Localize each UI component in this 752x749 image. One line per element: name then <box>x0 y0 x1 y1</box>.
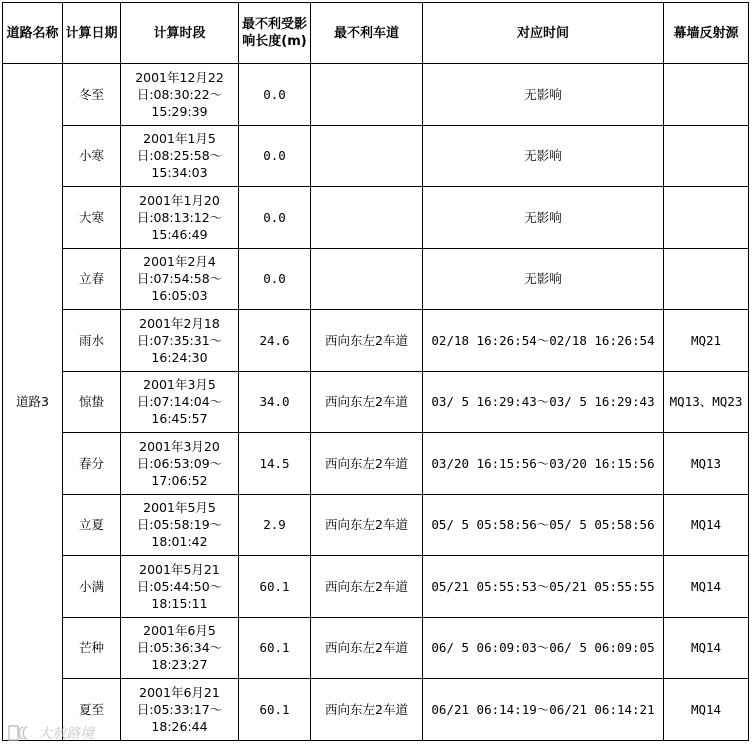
source-cell <box>664 64 749 126</box>
header-lane: 最不利车道 <box>311 3 423 64</box>
length-cell: 60.1 <box>239 679 311 741</box>
source-cell: MQ14 <box>664 617 749 679</box>
length-cell: 24.6 <box>239 310 311 372</box>
time-cell: 02/18 16:26:54～02/18 16:26:54 <box>423 310 664 372</box>
time-cell: 03/ 5 16:29:43～03/ 5 16:29:43 <box>423 371 664 433</box>
source-cell: MQ13 <box>664 433 749 495</box>
source-cell <box>664 125 749 187</box>
time-cell: 06/ 5 06:09:03～06/ 5 06:09:05 <box>423 617 664 679</box>
header-period: 计算时段 <box>121 3 239 64</box>
length-cell: 0.0 <box>239 248 311 310</box>
source-cell <box>664 248 749 310</box>
header-date: 计算日期 <box>63 3 121 64</box>
source-cell: MQ14 <box>664 556 749 618</box>
header-source: 幕墙反射源 <box>664 3 749 64</box>
period-cell: 2001年2月4日:07:54:58～16:05:03 <box>121 248 239 310</box>
length-cell: 14.5 <box>239 433 311 495</box>
table-row <box>3 433 749 495</box>
table-row <box>3 679 749 741</box>
road-name-cell: 道路3 <box>3 64 63 741</box>
period-cell: 2001年6月21日:05:33:17～18:26:44 <box>121 679 239 741</box>
table-row <box>3 248 749 310</box>
time-cell: 05/ 5 05:58:56～05/ 5 05:58:56 <box>423 494 664 556</box>
period-cell: 2001年5月21日:05:44:50～18:15:11 <box>121 556 239 618</box>
time-cell: 03/20 16:15:56～03/20 16:15:56 <box>423 433 664 495</box>
source-cell: MQ14 <box>664 679 749 741</box>
table-header-row <box>3 3 749 64</box>
table-row <box>3 494 749 556</box>
lane-cell <box>311 125 423 187</box>
lane-cell <box>311 248 423 310</box>
length-cell: 34.0 <box>239 371 311 433</box>
period-cell: 2001年12月22日:08:30:22～15:29:39 <box>121 64 239 126</box>
date-cell: 惊蛰 <box>63 371 121 433</box>
period-cell: 2001年1月20日:08:13:12～15:46:49 <box>121 187 239 249</box>
glare-impact-table <box>2 2 749 741</box>
source-cell: MQ21 <box>664 310 749 372</box>
table-row <box>3 64 749 126</box>
date-cell: 小满 <box>63 556 121 618</box>
period-cell: 2001年6月5日:05:36:34～18:23:27 <box>121 617 239 679</box>
length-cell: 0.0 <box>239 64 311 126</box>
header-road-name: 道路名称 <box>3 3 63 64</box>
length-cell: 0.0 <box>239 187 311 249</box>
lane-cell: 西向东左2车道 <box>311 556 423 618</box>
header-length: 最不利受影响长度(m) <box>239 3 311 64</box>
date-cell: 春分 <box>63 433 121 495</box>
time-cell: 05/21 05:55:53～05/21 05:55:55 <box>423 556 664 618</box>
period-cell: 2001年2月18日:07:35:31～16:24:30 <box>121 310 239 372</box>
table-row <box>3 310 749 372</box>
date-cell: 立春 <box>63 248 121 310</box>
watermark-logo-icon <box>8 723 34 743</box>
date-cell: 大寒 <box>63 187 121 249</box>
lane-cell: 西向东左2车道 <box>311 494 423 556</box>
lane-cell <box>311 187 423 249</box>
lane-cell: 西向东左2车道 <box>311 433 423 495</box>
lane-cell <box>311 64 423 126</box>
period-cell: 2001年5月5日:05:58:19～18:01:42 <box>121 494 239 556</box>
table-body <box>3 64 749 741</box>
source-cell <box>664 187 749 249</box>
period-cell: 2001年3月5日:07:14:04～16:45:57 <box>121 371 239 433</box>
lane-cell: 西向东左2车道 <box>311 679 423 741</box>
watermark <box>8 722 94 744</box>
date-cell: 夏至 <box>63 679 121 741</box>
lane-cell: 西向东左2车道 <box>311 310 423 372</box>
date-cell: 冬至 <box>63 64 121 126</box>
date-cell: 立夏 <box>63 494 121 556</box>
period-cell: 2001年3月20日:06:53:09～17:06:52 <box>121 433 239 495</box>
length-cell: 60.1 <box>239 556 311 618</box>
table-row <box>3 556 749 618</box>
time-cell: 无影响 <box>423 64 664 126</box>
time-cell: 06/21 06:14:19～06/21 06:14:21 <box>423 679 664 741</box>
date-cell: 小寒 <box>63 125 121 187</box>
lane-cell: 西向东左2车道 <box>311 617 423 679</box>
header-time: 对应时间 <box>423 3 664 64</box>
source-cell: MQ13、MQ23 <box>664 371 749 433</box>
lane-cell: 西向东左2车道 <box>311 371 423 433</box>
watermark-text: 大敖路境 <box>38 726 94 742</box>
table-row <box>3 187 749 249</box>
length-cell: 2.9 <box>239 494 311 556</box>
length-cell: 60.1 <box>239 617 311 679</box>
source-cell: MQ14 <box>664 494 749 556</box>
table-row <box>3 617 749 679</box>
time-cell: 无影响 <box>423 125 664 187</box>
time-cell: 无影响 <box>423 248 664 310</box>
length-cell: 0.0 <box>239 125 311 187</box>
date-cell: 芒种 <box>63 617 121 679</box>
time-cell: 无影响 <box>423 187 664 249</box>
date-cell: 雨水 <box>63 310 121 372</box>
table-row <box>3 125 749 187</box>
period-cell: 2001年1月5日:08:25:58～15:34:03 <box>121 125 239 187</box>
table-row <box>3 371 749 433</box>
